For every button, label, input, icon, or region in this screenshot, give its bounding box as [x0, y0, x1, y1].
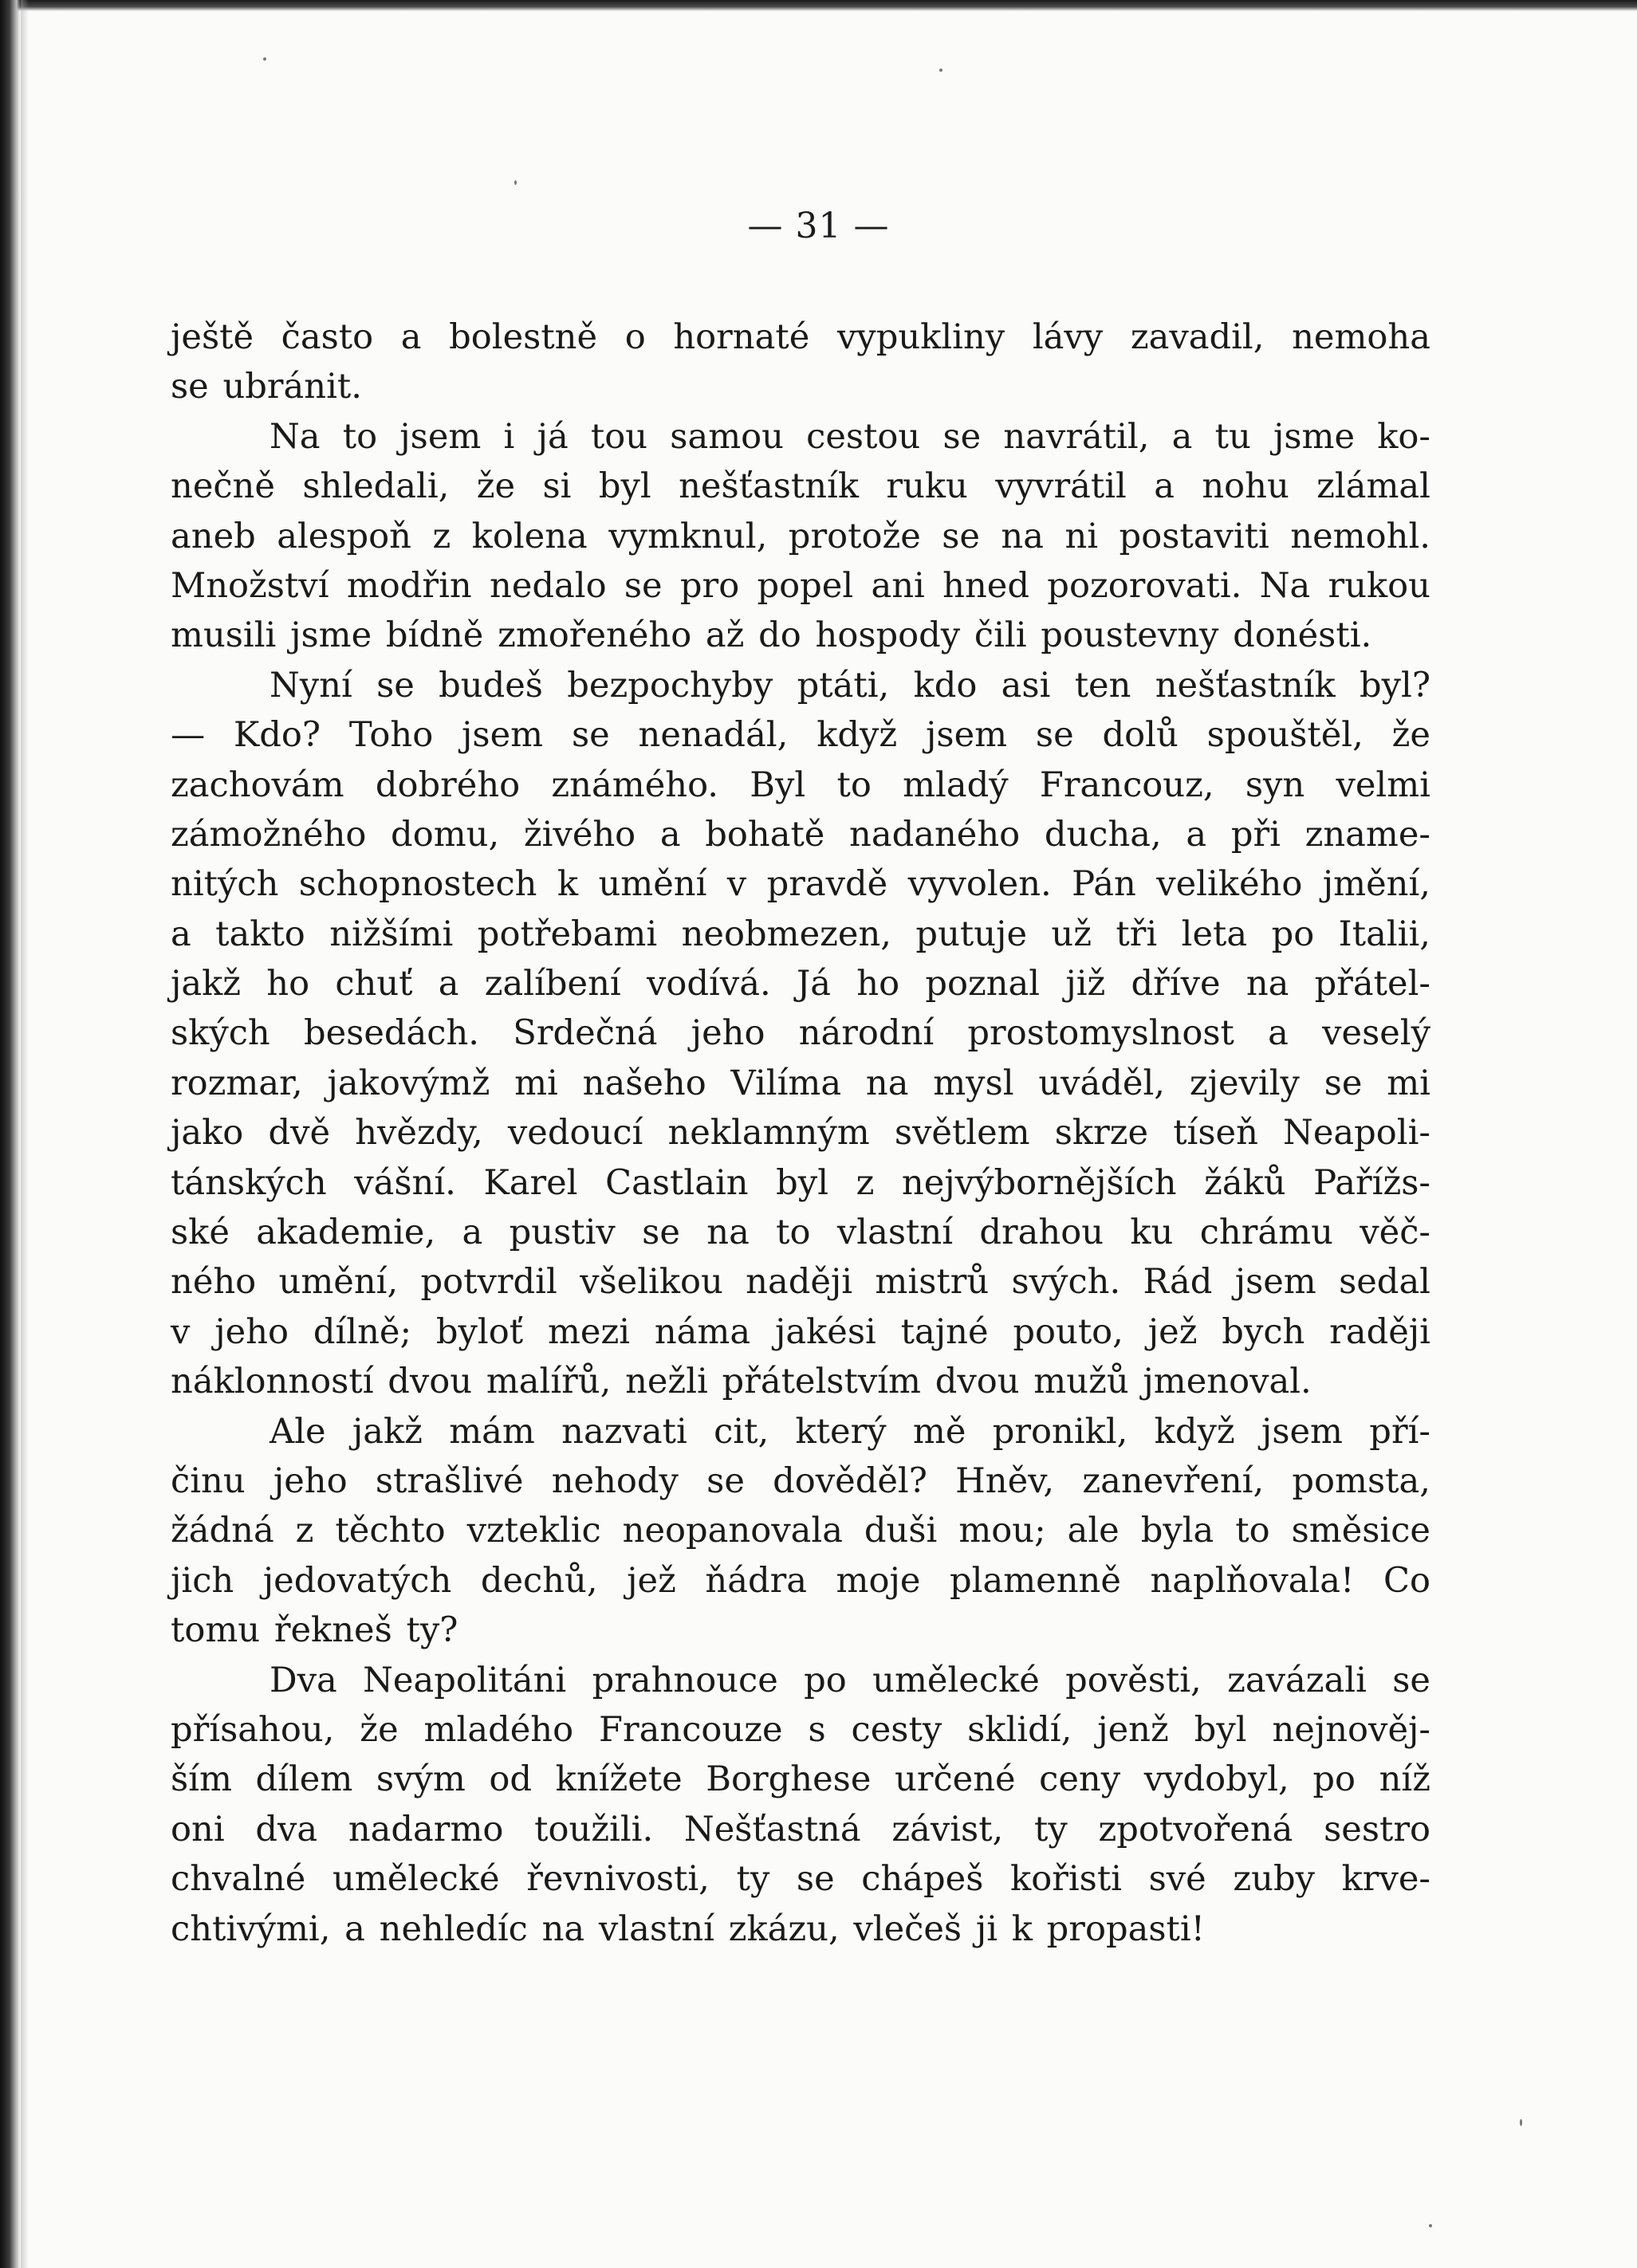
text-line: rozmar, jakovýmž mi našeho Vilíma na mysl uváděl, zjevily se mi [171, 1063, 1430, 1103]
text-line: zámožného domu, živého a bohatě nadaného ducha, a při zname- [171, 814, 1430, 855]
text-line: chtivými, a nehledíc na vlastní zkázu, vlečeš ji k propasti! [171, 1908, 1206, 1949]
text-line: nitých schopnostech k umění v pravdě vyvolen. Pán velikého jmění, [171, 864, 1430, 905]
text-line: chvalné umělecké řevnivosti, ty se chápeš kořisti své zuby krve- [171, 1859, 1430, 1900]
text-line: ného umění, potvrdil všelikou naději mistrů svých. Rád jsem sedal [171, 1262, 1430, 1303]
text-line: nečně shledali, že si byl nešťastník ruku vyvrátil a nohu zlámal [171, 466, 1430, 507]
text-line: ještě často a bolestně o hornaté vypukliny lávy zavadil, nemoha [171, 317, 1430, 357]
page-binding-shadow [0, 0, 21, 2268]
text-line: Množství modřin nedalo se pro popel ani hned pozorovati. Na rukou [171, 565, 1430, 606]
paper-speck [263, 57, 266, 61]
text-line: aneb alespoň z kolena vymknul, protože se na ni postaviti nemohl. [171, 516, 1430, 556]
text-line: ské akademie, a pustiv se na to vlastní drahou ku chrámu věč- [171, 1213, 1430, 1253]
text-line: tánských vášní. Karel Castlain byl z nejvýbornějších žáků Pařížs- [171, 1162, 1430, 1203]
text-line: ských besedách. Srdečná jeho národní prostomyslnost a veselý [171, 1013, 1430, 1054]
body-text [171, 312, 1430, 1954]
paper-speck [1429, 2224, 1432, 2227]
text-line: přísahou, že mladého Francouze s cesty sklidí, jenž byl nejnověj- [171, 1709, 1430, 1750]
text-line: Ale jakž mám nazvati cit, který mě pronikl, když jsem pří- [270, 1411, 1430, 1452]
paper-speck [939, 69, 942, 72]
text-line: Nyní se budeš bezpochyby ptáti, kdo asi ten nešťastník byl? [270, 665, 1430, 706]
text-line: jako dvě hvězdy, vedoucí neklamným světlem skrze tíseň Neapoli- [171, 1113, 1430, 1154]
text-line: v jeho dílně; byloť mezi náma jakési tajné pouto, jež bych raději [171, 1311, 1430, 1352]
text-line: činu jeho strašlivé nehody se dověděl? Hněv, zanevření, pomsta, [171, 1460, 1430, 1501]
paper-speck [514, 180, 517, 185]
text-line: tomu řekneš ty? [171, 1610, 458, 1651]
text-line: a takto nižšími potřebami neobmezen, putuje už tři leta po Italii, [171, 914, 1430, 954]
text-line: se ubránit. [171, 367, 363, 407]
page-binding-fade [21, 0, 29, 2268]
text-line: musili jsme bídně zmořeného až do hospody čili poustevny donésti. [171, 615, 1372, 656]
text-line: žádná z těchto vzteklic neopanovala duši mou; ale byla to směsice [171, 1511, 1430, 1551]
text-line: Na to jsem i já tou samou cestou se navrátil, a tu jsme ko- [270, 416, 1430, 457]
text-line: ším dílem svým od knížete Borghese určené ceny vydobyl, po níž [171, 1759, 1430, 1800]
text-line: oni dva nadarmo toužili. Nešťastná závist, ty zpotvořená sestro [171, 1809, 1430, 1849]
text-line: jich jedovatých dechů, jež ňádra moje plamenně naplňovala! Co [171, 1560, 1430, 1601]
text-line: Dva Neapolitáni prahnouce po umělecké pověsti, zavázali se [270, 1660, 1430, 1700]
page-number: — 31 — [747, 206, 890, 246]
text-line: náklonností dvou malířů, nežli přátelstvím dvou mužů jmenoval. [171, 1362, 1312, 1402]
text-line: zachovám dobrého známého. Byl to mladý Francouz, syn velmi [171, 765, 1430, 805]
text-line: jakž ho chuť a zalíbení vodívá. Já ho poznal již dříve na přátel- [171, 964, 1430, 1004]
page-top-shadow [0, 0, 1637, 11]
paper-speck [1520, 2119, 1522, 2126]
text-line: — Kdo? Toho jsem se nenadál, když jsem se dolů spouštěl, že [171, 715, 1430, 756]
